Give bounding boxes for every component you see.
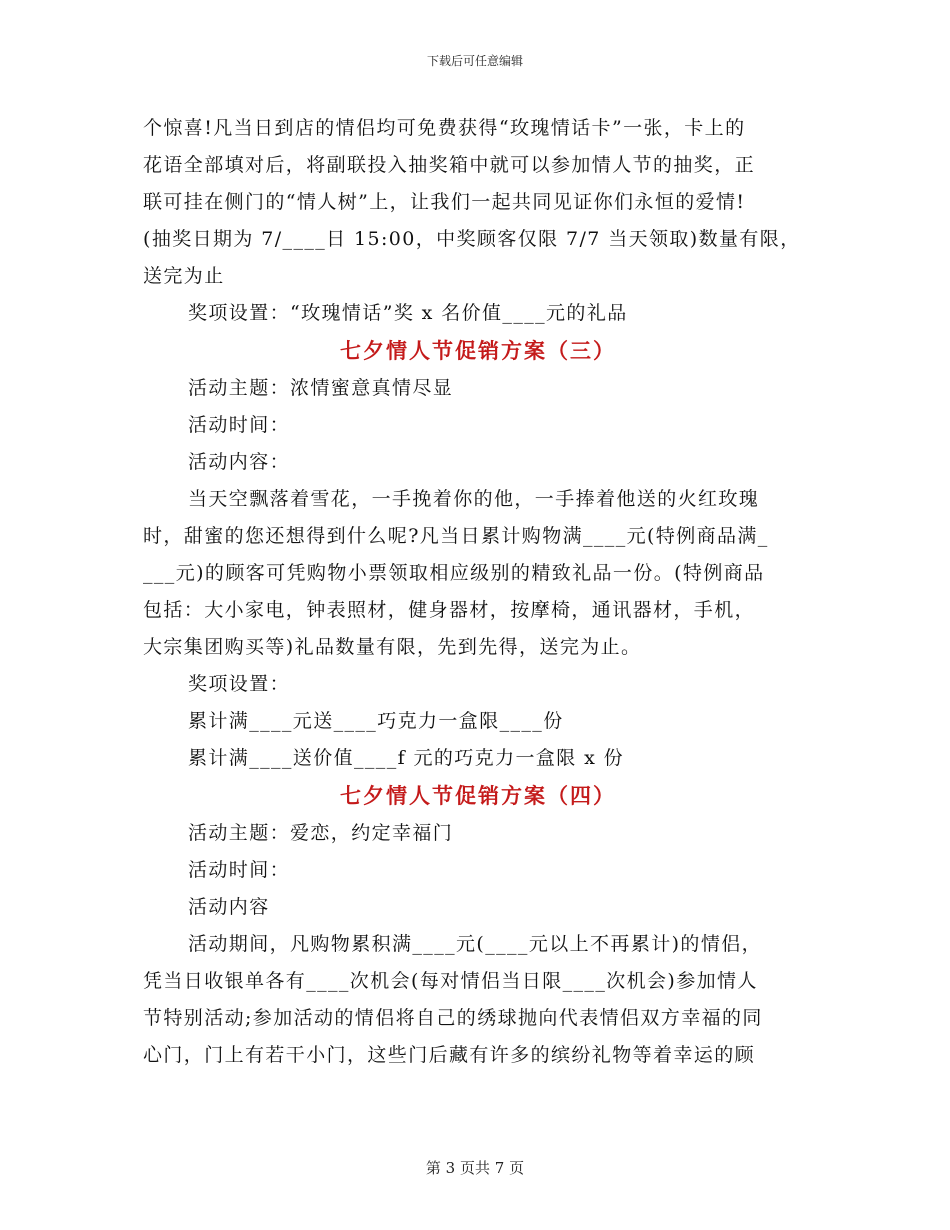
prize-item: 累计满____送价值____f 元的巧克力一盒限 x 份 (188, 747, 625, 769)
paragraph-line: 花语全部填对后，将副联投入抽奖箱中就可以参加情人节的抽奖，正 (143, 154, 756, 176)
paragraph-line: 活动期间，凡购物累积满____元(____元以上不再累计)的情侣， (188, 933, 763, 955)
activity-theme: 活动主题：浓情蜜意真情尽显 (188, 377, 454, 399)
page-header: 下载后可任意编辑 (426, 54, 523, 68)
prize-setting-label: 奖项设置： (188, 673, 291, 695)
paragraph-line: 送完为止 (143, 265, 225, 287)
paragraph-line: 节特别活动;参加活动的情侣将自己的绣球抛向代表情侣双方幸福的同 (143, 1007, 763, 1029)
activity-content-label: 活动内容： (188, 451, 291, 473)
paragraph-line: 个惊喜!凡当日到店的情侣均可免费获得“玫瑰情话卡”一张，卡上的 (143, 117, 746, 139)
paragraph-line: (抽奖日期为 7/____日 15:00，中奖顾客仅限 7/7 当天领取)数量有限， (143, 228, 801, 250)
paragraph-line: 包括：大小家电，钟表照材，健身器材，按摩椅，通讯器材，手机， (143, 599, 756, 621)
section-title: 七夕情人节促销方案（三） (340, 338, 616, 363)
activity-theme: 活动主题：爱恋，约定幸福门 (188, 822, 454, 844)
paragraph-line: 心门，门上有若干小门，这些门后藏有许多的缤纷礼物等着幸运的顾 (143, 1044, 756, 1066)
paragraph-line: 当天空飘落着雪花，一手挽着你的他，一手捧着他送的火红玫瑰 (188, 488, 760, 510)
prize-item: 累计满____元送____巧克力一盒限____份 (188, 710, 564, 732)
paragraph-line: 大宗集团购买等)礼品数量有限，先到先得，送完为止。 (143, 636, 642, 658)
activity-time: 活动时间： (188, 414, 291, 436)
paragraph-line: ___元)的顾客可凭购物小票领取相应级别的精致礼品一份。(特例商品 (143, 562, 765, 584)
section-title: 七夕情人节促销方案（四） (340, 783, 616, 808)
paragraph-line: 时，甜蜜的您还想得到什么呢?凡当日累计购物满____元(特例商品满_ (143, 525, 769, 547)
activity-content-label: 活动内容 (188, 896, 270, 918)
activity-time: 活动时间： (188, 859, 291, 881)
prize-setting: 奖项设置：“玫瑰情话”奖 x 名价值____元的礼品 (188, 302, 628, 324)
document-body (143, 110, 813, 1074)
paragraph-line: 凭当日收银单各有____次机会(每对情侣当日限____次机会)参加情人 (143, 970, 758, 992)
paragraph-line: 联可挂在侧门的“情人树”上，让我们一起共同见证你们永恒的爱情! (143, 191, 746, 213)
page-number: 第 3 页共 7 页 (425, 1159, 525, 1177)
